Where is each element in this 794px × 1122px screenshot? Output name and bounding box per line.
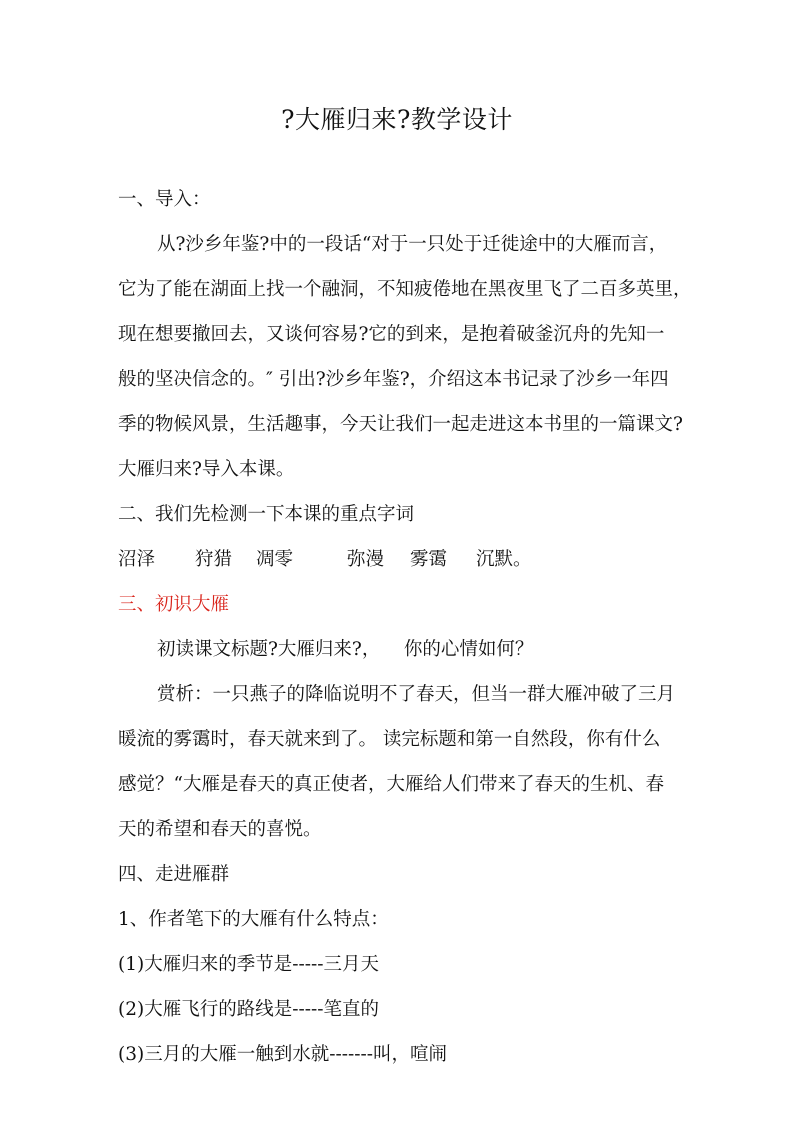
section1-paragraph-line: 从?沙乡年鉴?中的一段话“对于一只处于迁徙途中的大雁而言， bbox=[157, 234, 668, 255]
section3-analysis-line: 感觉？“大雁是春天的真正使者，大雁给人们带来了春天的生机、春 bbox=[118, 774, 664, 795]
section4-item: (3)三月的大雁一触到水就-------叫，喧闹 bbox=[118, 1044, 447, 1065]
document-title: ?大雁归来?教学设计 bbox=[281, 105, 513, 134]
vocabulary-word: 弥漫 bbox=[347, 549, 385, 570]
vocabulary-word: 沼泽 bbox=[118, 549, 156, 570]
vocabulary-word: 凋零 bbox=[256, 549, 294, 570]
section1-paragraph-line: 现在想要撤回去，又谈何容易?它的到来，是抱着破釜沉舟的先知一 bbox=[118, 324, 665, 345]
section1-paragraph-line: 大雁归来?导入本课。 bbox=[118, 459, 295, 480]
section1-paragraph-line: 般的坚决信念的。″ 引出?沙乡年鉴?，介绍这本书记录了沙乡一年四 bbox=[118, 369, 669, 390]
section1-heading: 一、导入： bbox=[118, 189, 211, 210]
vocabulary-word: 雾霭 bbox=[410, 549, 448, 570]
section1-paragraph-line: 它为了能在湖面上找一个融洞，不知疲倦地在黑夜里飞了二百多英里， bbox=[118, 279, 692, 300]
section4-item: (1)大雁归来的季节是-----三月天 bbox=[118, 954, 379, 975]
vocabulary-word: 沉默。 bbox=[476, 549, 532, 570]
section4-question: 1、作者笔下的大雁有什么特点： bbox=[118, 909, 389, 930]
section3-analysis-line: 天的希望和春天的喜悦。 bbox=[118, 819, 322, 840]
section4-heading: 四、走进雁群 bbox=[118, 864, 230, 885]
vocabulary-word: 狩猎 bbox=[195, 549, 233, 570]
section3-question: 初读课文标题?大雁归来?， 你的心情如何？ bbox=[157, 639, 534, 660]
section3-heading: 三、初识大雁 bbox=[118, 594, 230, 615]
section1-paragraph-line: 季的物候风景，生活趣事，今天让我们一起走进这本书里的一篇课文? bbox=[118, 414, 683, 435]
section3-analysis-line: 赏析：一只燕子的降临说明不了春天，但当一群大雁冲破了三月 bbox=[157, 684, 676, 705]
vocabulary-word-list bbox=[118, 548, 532, 572]
section2-heading: 二、我们先检测一下本课的重点字词 bbox=[118, 504, 415, 525]
section3-analysis-line: 暖流的雾霭时，春天就来到了。 读完标题和第一自然段，你有什么 bbox=[118, 729, 661, 750]
section4-item: (2)大雁飞行的路线是-----笔直的 bbox=[118, 999, 379, 1020]
